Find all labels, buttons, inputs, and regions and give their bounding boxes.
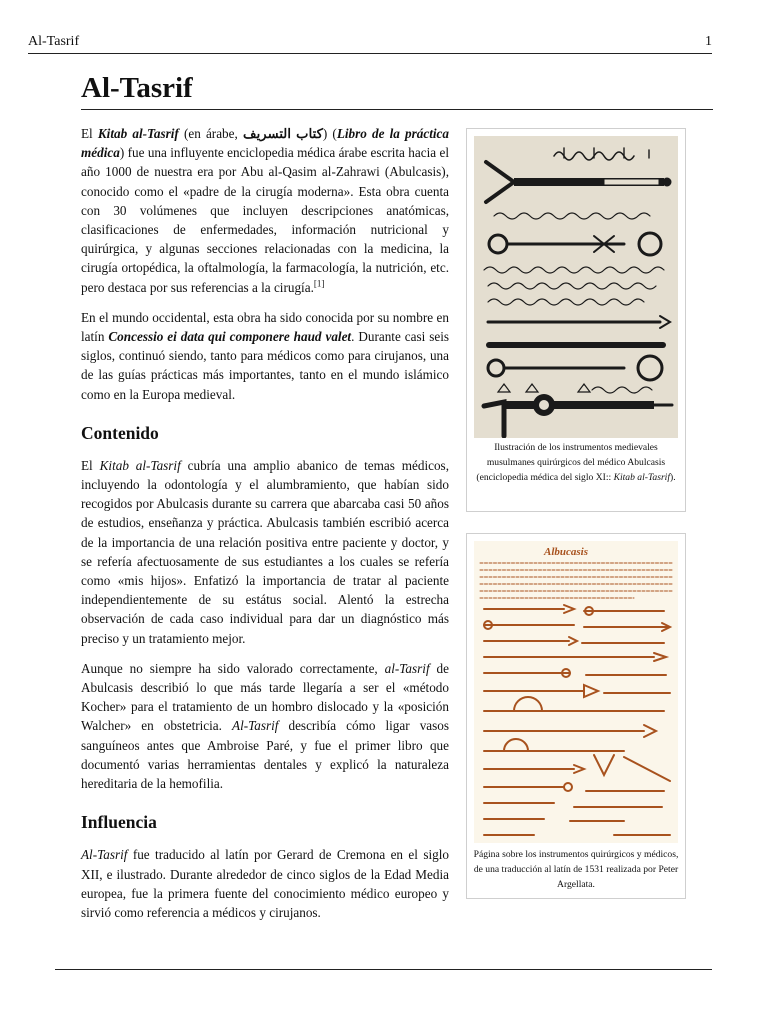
- latin-title: Concessio ei data qui componere haud valet: [108, 329, 352, 345]
- kitab-title: Kitab al-Tasrif: [97, 126, 179, 141]
- latin-page-instruments-image: [474, 541, 678, 843]
- section-heading-contenido: Contenido: [81, 422, 159, 443]
- footer-rule: [55, 969, 712, 970]
- arabic-name: كتاب التسريف: [242, 126, 323, 141]
- contenido-paragraph-1: El Kitab al-Tasrif cubría una amplio abanico de temas médicos, incluyendo la odontología y el alumbramiento, que habían sido recogidos por Abulcasis durante su carrera que abarcaba casi 50 años de estudios, enseñanza y práctica. Abulcasis también escribió acerca de la importancia de una relación positiva entre paciente y doctor, y se refería afectuosamente de sus estudiantes a los cuales se refería como «mis hijos». Enfatizó la importancia de tratar al paciente independientemente de su estátus social. Alentó la estrecha observación de cada caso individual para dar un diagnóstico más preciso y un tratamiento mejor.: [81, 457, 449, 646]
- contenido-paragraph-2: Aunque no siempre ha sido valorado correctamente, al-Tasrif de Abulcasis describió lo que más tarde llegaría a ser el «método Kocher» para el tratamiento de un hombro dislocado y la «posición Walcher» en obstetricia. Al-Tasrif describía cómo ligar vasos sanguíneos antes que Ambroise Paré, y fue el primer libro que documentó varias herramientas dentales y explicó la naturaleza hereditaria de la hemofilia.: [81, 660, 449, 792]
- running-header: [28, 34, 712, 54]
- figure-latin-translation: [466, 533, 686, 899]
- influencia-paragraph: Al-Tasrif fue traducido al latín por Gerard de Cremona en el siglo XII, e ilustrado. Durante alrededor de cinco siglos de la Edad Media europea, fue la primera fuente del conocimiento médico europeo y sirvió como referencia a médicos y cirujanos.: [81, 847, 449, 920]
- latin-name-paragraph: En el mundo occidental, esta obra ha sido conocida por su nombre en latín Concessio ei data qui componere haud valet. Durante casi seis siglos, continuó siendo, tanto para médicos como para cirujanos, una de las guías prácticas más importantes, tanto en el mundo islámico como en la Europa medieval.: [81, 309, 449, 402]
- reference-link[interactable]: [1]: [313, 278, 325, 289]
- intro-paragraph: El Kitab al-Tasrif (en árabe, كتاب التسريف) (Libro de la práctica médica) fue una influyente enciclopedia médica árabe escrita hacia el año 1000 de nuestra era por Abu al-Qasim al-Zahrawi (Abulcasis), conocido como el «padre de la cirugía moderna». Esta obra cuenta con 30 volúmenes que incluyen descripciones anatómicas, clasificaciones de enfermedades, información nutricional y quirúrgica, y algunas secciones relacionadas con la medicina, la cirugía ortopédica, la oftalmología, la farmacología, la nutrición, etc. pero destaca por sus referencias a la cirugía.[1]: [81, 126, 449, 295]
- figure-1-caption: Ilustración de los instrumentos medievales musulmanes quirúrgicos del médico Abulcasis (enciclopedia médica del siglo XI:: Kitab al-Tasrif).: [476, 442, 676, 483]
- article-body: [81, 124, 449, 933]
- latin-page-heading: Albucasis: [544, 546, 589, 558]
- figure-arabic-manuscript: [466, 128, 686, 512]
- figure-2-caption: Página sobre los instrumentos quirúrgicos y médicos, de una traducción al latín de 1531 realizada por Peter Argellata.: [473, 849, 679, 890]
- article-title: Al-Tasrif: [81, 70, 713, 110]
- page-number: 1: [705, 34, 712, 49]
- manuscript-instruments-image: [474, 136, 678, 438]
- running-title: Al-Tasrif: [28, 34, 80, 49]
- section-heading-influencia: Influencia: [81, 812, 157, 833]
- libro-title: Libro de la práctica médica: [81, 126, 449, 161]
